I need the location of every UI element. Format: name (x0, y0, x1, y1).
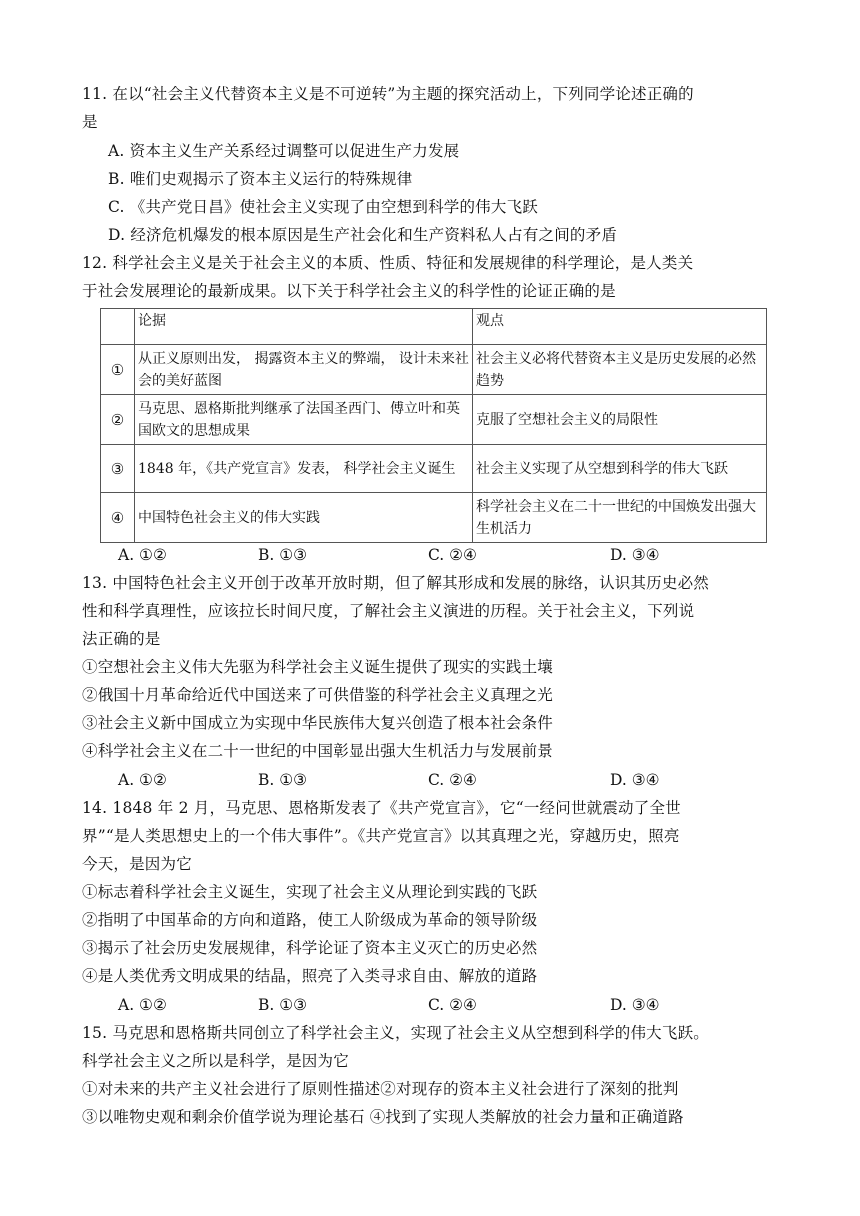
q13-stem-line-2: 性和科学真理性，应该拉长时间尺度，了解社会主义演进的历程。关于社会主义，下列说 (82, 602, 695, 620)
q12-choice-c: C. ②④ (428, 546, 477, 564)
table-row (101, 345, 767, 395)
row-evidence: 从正义原则出发， 揭露资本主义的弊端， 设计未来社会的美好蓝图 (135, 345, 473, 395)
q14-stem-line-1: 14. 1848 年 2 月，马克思、恩格斯发表了《共产党宣言》，它“一经问世就震动了全世 (82, 799, 681, 817)
row-evidence: 中国特色社会主义的伟大实践 (135, 493, 473, 543)
table-header-row (101, 309, 767, 345)
q14-choice-d: D. ③④ (610, 996, 660, 1014)
q15-items-line-1: ①对未来的共产主义社会进行了原则性描述②对现存的资本主义社会进行了深刻的批判 (82, 1080, 679, 1098)
q13-item-1: ①空想社会主义伟大先驱为科学社会主义诞生提供了现实的实践土壤 (82, 658, 554, 676)
q12-table (100, 308, 767, 543)
q13-stem-line-1: 13. 中国特色社会主义开创于改革开放时期，但了解其形成和发展的脉络，认识其历史必然 (82, 574, 709, 592)
q14-stem-line-3: 今天，是因为它 (82, 855, 192, 873)
q11-option-d: D. 经济危机爆发的根本原因是生产社会化和生产资料私人占有之间的矛盾 (108, 226, 618, 244)
q13-choice-b: B. ①③ (258, 771, 308, 789)
q14-stem-line-2: 界”“是人类思想史上的一个伟大事件”。《共产党宣言》以其真理之光，穿越历史，照亮 (82, 827, 680, 845)
q11-option-b: B. 唯们史观揭示了资本主义运行的特殊规律 (108, 170, 413, 188)
row-number: ④ (101, 493, 135, 543)
table-row (101, 493, 767, 543)
q14-choice-a: A. ①② (118, 996, 167, 1014)
q12-stem-line-1: 12. 科学社会主义是关于社会主义的本质、性质、特征和发展规律的科学理论，是人类关 (82, 254, 694, 272)
table-header-view: 观点 (473, 309, 767, 345)
q12-choice-d: D. ③④ (610, 546, 660, 564)
row-view: 社会主义必将代替资本主义是历史发展的必然趋势 (473, 345, 767, 395)
q15-items-line-2: ③以唯物史观和剩余价值学说为理论基石 ④找到了实现人类解放的社会力量和正确道路 (82, 1108, 684, 1126)
row-number: ③ (101, 445, 135, 493)
table-header-evidence: 论据 (135, 309, 473, 345)
q15-stem-line-2: 科学社会主义之所以是科学，是因为它 (82, 1052, 349, 1070)
q11-option-c: C. 《共产党日昌》使社会主义实现了由空想到科学的伟大飞跃 (108, 198, 538, 216)
q12-stem-line-2: 于社会发展理论的最新成果。以下关于科学社会主义的科学性的论证正确的是 (82, 282, 616, 300)
table-row (101, 395, 767, 445)
q14-item-4: ④是人类优秀文明成果的结晶，照亮了入类寻求自由、解放的道路 (82, 967, 538, 985)
table-row (101, 445, 767, 493)
row-number: ② (101, 395, 135, 445)
row-view: 社会主义实现了从空想到科学的伟大飞跃 (473, 445, 767, 493)
row-evidence: 马克思、恩格斯批判继承了法国圣西门、傅立叶和英国欧文的思想成果 (135, 395, 473, 445)
q13-stem-line-3: 法正确的是 (82, 630, 161, 648)
q14-choice-b: B. ①③ (258, 996, 308, 1014)
q11-stem-line-2: 是 (82, 113, 98, 131)
q13-choice-a: A. ①② (118, 771, 167, 789)
row-number: ① (101, 345, 135, 395)
row-evidence: 1848 年，《共产党宣言》发表， 科学社会主义诞生 (135, 445, 473, 493)
q13-choice-d: D. ③④ (610, 771, 660, 789)
q14-item-3: ③揭示了社会历史发展规律，科学论证了资本主义灭亡的历史必然 (82, 939, 538, 957)
q12-choice-b: B. ①③ (258, 546, 308, 564)
q14-item-2: ②指明了中国革命的方向和道路，使工人阶级成为革命的领导阶级 (82, 911, 538, 929)
q15-stem-line-1: 15. 马克思和恩格斯共同创立了科学社会主义，实现了社会主义从空想到科学的伟大飞跃。 (82, 1024, 709, 1042)
row-view: 科学社会主义在二十一世纪的中国焕发出强大生机活力 (473, 493, 767, 543)
q13-item-3: ③社会主义新中国成立为实现中华民族伟大复兴创造了根本社会条件 (82, 714, 554, 732)
q12-choice-a: A. ①② (118, 546, 167, 564)
q14-choice-c: C. ②④ (428, 996, 477, 1014)
q13-item-4: ④科学社会主义在二十一世纪的中国彰显出强大生机活力与发展前景 (82, 742, 554, 760)
q11-option-a: A. 资本主义生产关系经过调整可以促进生产力发展 (108, 142, 460, 160)
q14-item-1: ①标志着科学社会主义诞生，实现了社会主义从理论到实践的飞跃 (82, 883, 538, 901)
row-view: 克服了空想社会主义的局限性 (473, 395, 767, 445)
q11-stem-line-1: 11. 在以“社会主义代替资本主义是不可逆转”为主题的探究活动上，下列同学论述正确的 (82, 85, 694, 103)
q13-item-2: ②俄国十月革命给近代中国送来了可供借鉴的科学社会主义真理之光 (82, 686, 554, 704)
q13-choice-c: C. ②④ (428, 771, 477, 789)
table-header-blank (101, 309, 135, 345)
